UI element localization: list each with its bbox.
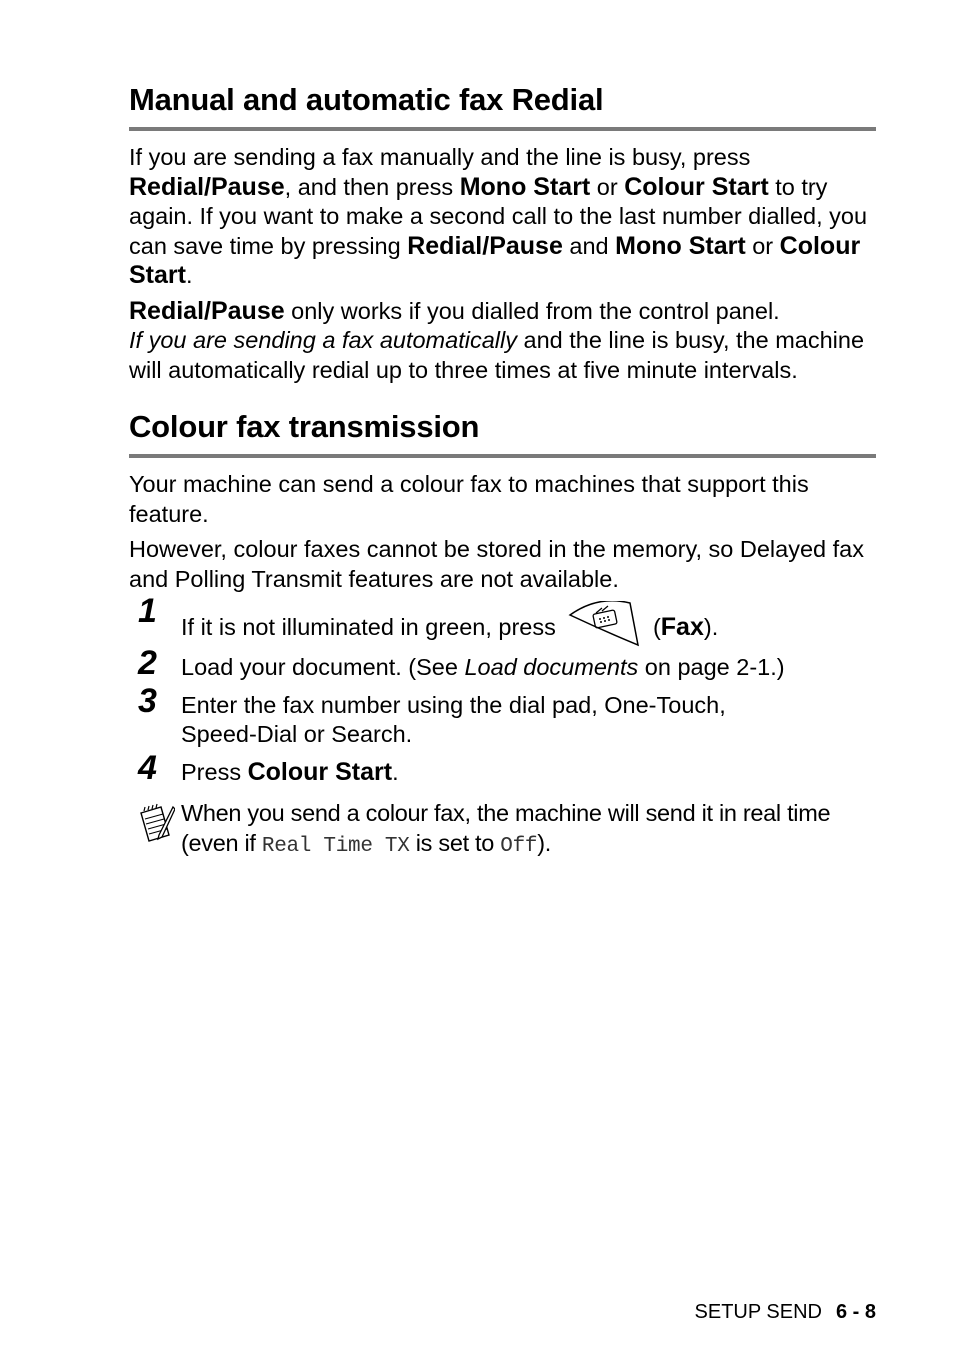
redial-paragraph	[129, 143, 876, 291]
text: to try again. If you want to make a second call to the last number dialled, you can save time by pressing	[129, 173, 868, 259]
redial-pause-note-paragraph	[129, 297, 876, 327]
note-text	[181, 799, 876, 861]
step-number: 4	[138, 748, 157, 787]
text: Load your document. (See	[181, 654, 458, 680]
text: .	[392, 758, 399, 785]
page-footer	[695, 1300, 876, 1324]
text: If you are sending a fax manually and the line is busy, press	[129, 144, 751, 170]
page-content	[129, 0, 876, 861]
text: and the line is busy, the machine will automatically redial up to three times at five minute intervals.	[129, 327, 865, 383]
step-number: 2	[138, 644, 157, 682]
key-fax: Fax	[660, 613, 704, 641]
step-4	[129, 748, 876, 788]
step-text	[181, 653, 876, 683]
setting-off: Off	[500, 834, 538, 858]
text: If it is not illuminated in green, press	[181, 614, 556, 640]
key-redial-pause: Redial/Pause	[129, 172, 285, 201]
steps-list	[129, 592, 876, 787]
step-text	[181, 758, 876, 788]
fax-key-icon	[568, 601, 642, 647]
section-colour-fax	[129, 409, 876, 861]
text: When you send a colour fax, the machine will send it in real time (even if	[181, 800, 831, 856]
heading-rule	[129, 454, 876, 458]
note-pad-icon	[137, 801, 175, 845]
colour-fax-paragraph-1: Your machine can send a colour fax to machines that support this feature.	[129, 471, 809, 527]
text: , and then press	[284, 173, 454, 200]
key-colour-start: Colour Start	[247, 757, 393, 786]
text: on page 2-1.)	[644, 654, 785, 680]
text: (	[652, 614, 661, 640]
text: ).	[703, 614, 719, 640]
italic-text: If you are sending a fax automatically	[129, 327, 517, 353]
step-number: 1	[138, 592, 157, 630]
text: is set to	[415, 829, 495, 856]
text: or	[752, 232, 774, 259]
text: ).	[537, 829, 551, 856]
heading-rule	[129, 127, 876, 131]
key-redial-pause: Redial/Pause	[407, 231, 563, 260]
auto-redial-paragraph	[129, 326, 876, 385]
step-text	[181, 601, 876, 647]
step-number: 3	[138, 681, 157, 720]
key-colour-start: Colour Start	[624, 172, 769, 201]
step-3	[129, 681, 876, 750]
setting-real-time-tx: Real Time TX	[261, 834, 410, 858]
text: only works if you dialled from the control panel.	[291, 297, 780, 324]
text: and	[569, 232, 609, 259]
key-mono-start: Mono Start	[615, 231, 746, 260]
step-1	[129, 592, 876, 647]
key-mono-start: Mono Start	[459, 172, 591, 201]
heading-manual-redial: Manual and automatic fax Redial	[129, 82, 604, 117]
italic-text: Load documents	[464, 654, 639, 680]
step-2	[129, 644, 876, 683]
key-redial-pause: Redial/Pause	[129, 296, 285, 325]
step-text: Enter the fax number using the dial pad, One-Touch, Speed-Dial or Search.	[181, 691, 726, 747]
text: Press	[181, 758, 242, 785]
text: .	[185, 262, 193, 288]
section-manual-redial	[129, 82, 876, 385]
key-colour-start: Colour Start	[129, 231, 861, 289]
heading-colour-fax: Colour fax transmission	[129, 409, 480, 444]
note-box	[129, 799, 876, 861]
text: or	[596, 173, 618, 200]
footer-section-name: SETUP SEND	[694, 1301, 822, 1323]
footer-page-number: 6 - 8	[835, 1301, 876, 1323]
colour-fax-paragraph-2: However, colour faxes cannot be stored in the memory, so Delayed fax and Polling Transmit features are not available.	[129, 536, 864, 592]
